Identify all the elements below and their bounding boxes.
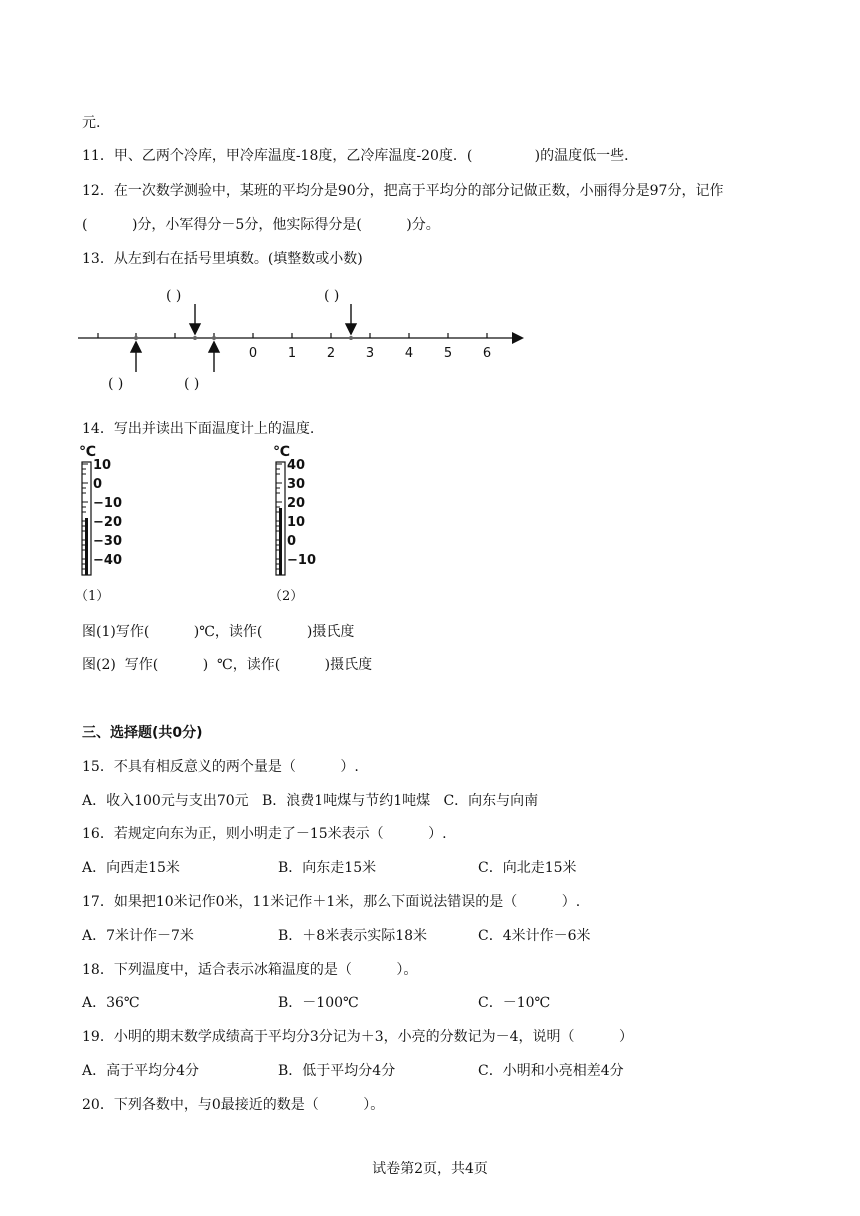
tick-label-0: 0 — [248, 346, 258, 361]
thermo2-label-30: 30 — [287, 477, 306, 492]
up-arrow-icon — [131, 342, 219, 372]
page-footer: 试卷第2页，共4页 — [372, 1161, 488, 1177]
question-16-option-b: B．向东走15米 — [278, 860, 377, 876]
question-16: 16．若规定向东为正，则小明走了－15米表示（ ）. — [82, 826, 447, 842]
question-20: 20．下列各数中，与0最接近的数是（ ）。 — [82, 1097, 385, 1113]
question-18: 18．下列温度中，适合表示冰箱温度的是（ ）。 — [82, 962, 418, 978]
tick-label-5: 5 — [443, 346, 453, 361]
tick-label-2: 2 — [326, 346, 336, 361]
thermo2-label-0: 0 — [287, 534, 297, 549]
thermo2-label-40: 40 — [287, 458, 306, 473]
thermo1-label-0: 0 — [93, 477, 103, 492]
question-17-option-c: C．4米计作－6米 — [478, 928, 591, 944]
question-18-option-c: C．－10℃ — [478, 995, 551, 1011]
thermo1-label-neg30: −30 — [93, 534, 122, 549]
thermometer-1 — [75, 440, 165, 610]
section-heading: 三、选择题(共0分) — [82, 725, 203, 741]
thermo1-caption: （1） — [75, 589, 110, 604]
bottom-blank-1: ( ) — [108, 376, 124, 392]
thermometer-2 — [269, 440, 359, 610]
question-16-option-a: A．向西走15米 — [82, 860, 180, 876]
question-14: 14．写出并读出下面温度计上的温度. — [82, 421, 315, 437]
bottom-blank-2: ( ) — [184, 376, 200, 392]
thermo1-label-10: 10 — [93, 458, 112, 473]
question-18-option-a: A．36℃ — [82, 995, 140, 1011]
question-17: 17．如果把10米记作0米，11米记作＋1米，那么下面说法错误的是（ ）. — [82, 894, 581, 910]
thermo2-label-10: 10 — [287, 515, 306, 530]
thermo1-label-neg40: −40 — [93, 553, 122, 568]
top-blank-2: ( ) — [324, 288, 340, 304]
thermo1-label-neg20: −20 — [93, 515, 122, 530]
tick-label-4: 4 — [404, 346, 414, 361]
question-13: 13．从左到右在括号里填数。(填整数或小数) — [82, 251, 363, 267]
question-17-option-b: B．＋8米表示实际18米 — [278, 928, 428, 944]
tick-label-1: 1 — [287, 346, 297, 361]
thermo2-caption: （2） — [269, 589, 304, 604]
question-15-options: A．收入100元与支出70元 B．浪费1吨煤与节约1吨煤 C．向东与向南 — [82, 793, 539, 809]
thermo1-unit: ℃ — [79, 444, 96, 460]
top-fragment: 元. — [82, 115, 101, 131]
down-arrow-icon — [190, 304, 356, 334]
question-16-option-c: C．向北走15米 — [478, 860, 577, 876]
question-18-option-b: B．－100℃ — [278, 995, 359, 1011]
number-line-figure — [0, 280, 560, 400]
question-19-option-c: C．小明和小亮相差4分 — [478, 1063, 624, 1079]
thermo2-label-20: 20 — [287, 496, 306, 511]
figure-1-answer: 图(1)写作( )℃，读作( )摄氏度 — [82, 624, 355, 640]
question-11: 11．甲、乙两个冷库，甲冷库温度-18度，乙冷库温度-20度．( )的温度低一些． — [82, 148, 639, 164]
question-12-line2: ( )分，小军得分－5分，他实际得分是( )分。 — [82, 217, 440, 233]
question-19-option-b: B．低于平均分4分 — [278, 1063, 396, 1079]
question-19-option-a: A．高于平均分4分 — [82, 1063, 200, 1079]
figure-2-answer: 图(2) 写作( ) ℃，读作( )摄氏度 — [82, 657, 373, 673]
tick-label-6: 6 — [482, 346, 492, 361]
question-17-option-a: A．7米计作－7米 — [82, 928, 194, 944]
tick-label-3: 3 — [365, 346, 375, 361]
thermo1-label-neg10: −10 — [93, 496, 122, 511]
question-12-line1: 12．在一次数学测验中，某班的平均分是90分，把高于平均分的部分记做正数，小丽得分是97分，记作 — [82, 183, 724, 199]
thermo2-unit: ℃ — [273, 444, 290, 460]
question-15: 15．不具有相反意义的两个量是（ ）. — [82, 759, 359, 775]
thermo2-label-neg10: −10 — [287, 553, 316, 568]
question-19: 19．小明的期末数学成绩高于平均分3分记为＋3，小亮的分数记为－4，说明（ ） — [82, 1029, 634, 1045]
top-blank-1: ( ) — [166, 288, 182, 304]
